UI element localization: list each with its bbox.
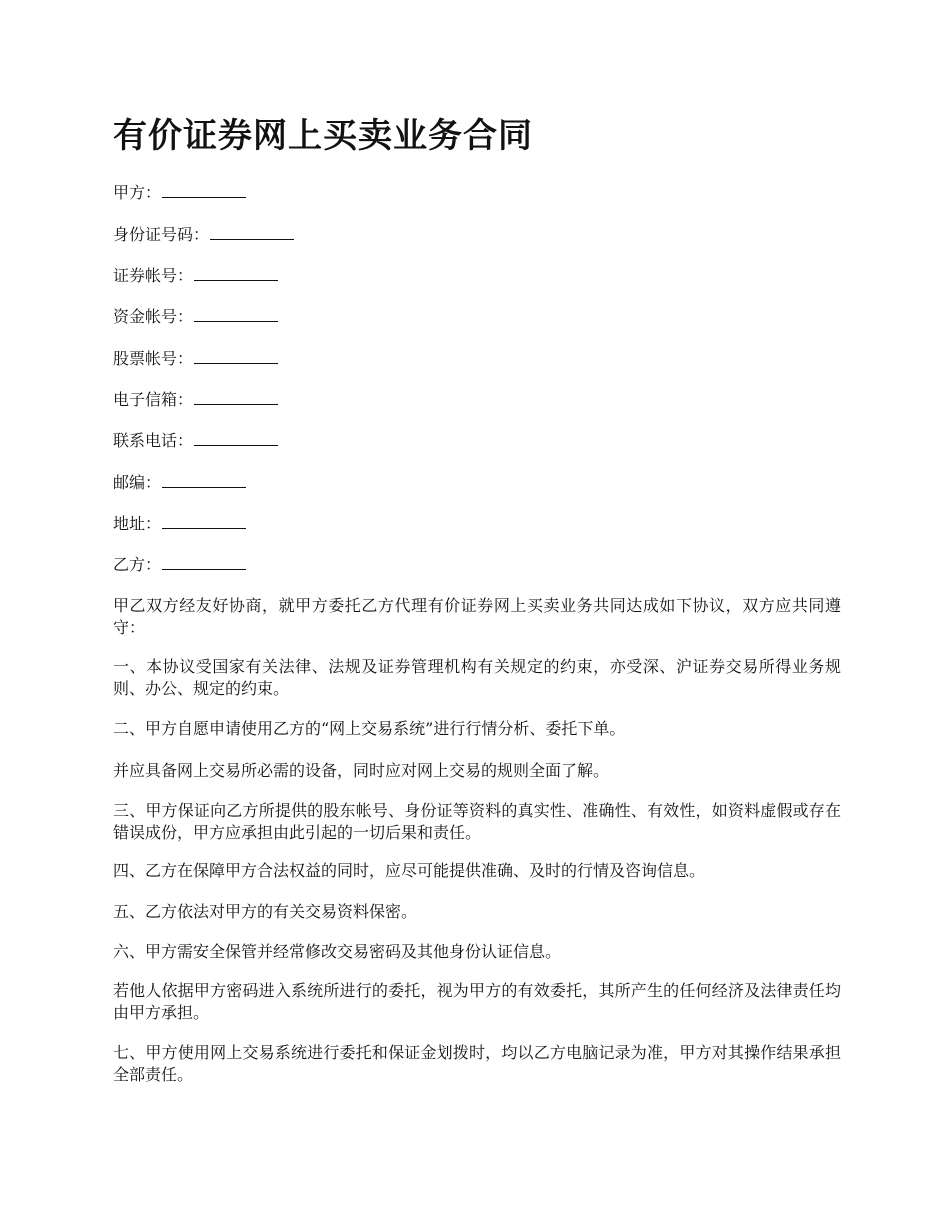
fill-in-blank[interactable] — [162, 471, 246, 488]
paragraph-clause-1: 一、本协议受国家有关法律、法规及证券管理机构有关规定的约束，亦受深、沪证券交易所得业务规则、办公、规定的约束。 — [113, 657, 841, 698]
field-party-a — [113, 181, 246, 204]
field-label: 股票帐号： — [113, 349, 194, 368]
field-email — [113, 388, 278, 411]
field-address — [113, 512, 246, 535]
fill-in-blank[interactable] — [162, 512, 246, 529]
field-label: 资金帐号： — [113, 307, 194, 326]
field-label: 身份证号码： — [113, 225, 210, 244]
field-securities-account — [113, 264, 278, 287]
field-label: 邮编： — [113, 473, 162, 492]
paragraph-clause-2-cont: 并应具备网上交易所必需的设备，同时应对网上交易的规则全面了解。 — [113, 761, 610, 780]
field-label: 联系电话： — [113, 431, 194, 450]
fill-in-blank[interactable] — [194, 305, 278, 322]
field-label: 证券帐号： — [113, 266, 194, 285]
paragraph-clause-6-cont: 若他人依据甲方密码进入系统所进行的委托，视为甲方的有效委托，其所产生的任何经济及法律责任均由甲方承担。 — [113, 981, 841, 1022]
fill-in-blank[interactable] — [210, 223, 294, 240]
paragraph-intro: 甲乙双方经友好协商，就甲方委托乙方代理有价证券网上买卖业务共同达成如下协议，双方应共同遵守： — [113, 596, 841, 637]
field-label: 乙方： — [113, 555, 162, 574]
fill-in-blank[interactable] — [162, 181, 246, 198]
paragraph-clause-2: 二、甲方自愿申请使用乙方的“网上交易系统”进行行情分析、委托下单。 — [113, 719, 626, 738]
field-label: 甲方： — [113, 183, 162, 202]
fill-in-blank[interactable] — [194, 388, 278, 405]
document-title: 有价证券网上买卖业务合同 — [113, 116, 533, 156]
field-fund-account — [113, 305, 278, 328]
fill-in-blank[interactable] — [194, 264, 278, 281]
field-label: 电子信箱： — [113, 390, 194, 409]
field-label: 地址： — [113, 514, 162, 533]
paragraph-clause-5: 五、乙方依法对甲方的有关交易资料保密。 — [113, 902, 418, 921]
field-party-b — [113, 553, 246, 576]
fill-in-blank[interactable] — [194, 347, 278, 364]
field-phone — [113, 429, 278, 452]
field-postcode — [113, 471, 246, 494]
fill-in-blank[interactable] — [162, 553, 246, 570]
fill-in-blank[interactable] — [194, 429, 278, 446]
paragraph-clause-3: 三、甲方保证向乙方所提供的股东帐号、身份证等资料的真实性、准确性、有效性，如资料虚假或存在错误成份，甲方应承担由此引起的一切后果和责任。 — [113, 801, 841, 842]
paragraph-clause-6: 六、甲方需安全保管并经常修改交易密码及其他身份认证信息。 — [113, 942, 562, 961]
field-stock-account — [113, 347, 278, 370]
paragraph-clause-4: 四、乙方在保障甲方合法权益的同时，应尽可能提供准确、及时的行情及咨询信息。 — [113, 861, 706, 880]
paragraph-clause-7: 七、甲方使用网上交易系统进行委托和保证金划拨时，均以乙方电脑记录为准，甲方对其操作结果承担全部责任。 — [113, 1043, 841, 1084]
field-id-number — [113, 223, 294, 246]
